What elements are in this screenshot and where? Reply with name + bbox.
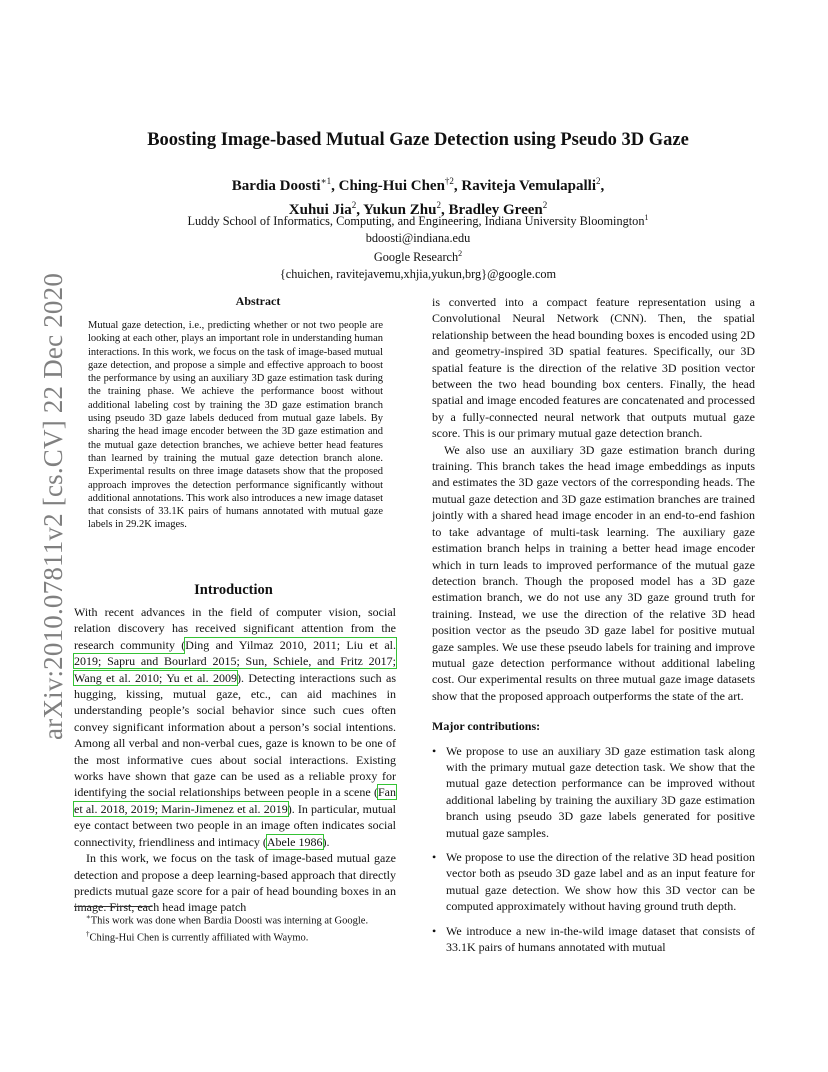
contributions-list <box>432 743 755 956</box>
paper-title: Boosting Image-based Mutual Gaze Detection using Pseudo 3D Gaze <box>147 130 689 150</box>
author-affil-mark: 2 <box>351 200 357 210</box>
affiliation-2: Google Research$^2$ <box>373 249 463 265</box>
author-affil-mark: 2 <box>436 200 441 210</box>
right-column <box>432 294 755 963</box>
list-item: • We propose to use the direction of the relative 3D head position vector both as pseudo 3D gaze label and as an input feature for mutual gaze detection. We show how this 3D vector can be computed approximately without having ground truth depth. <box>432 849 755 915</box>
author-affil-mark: †2 <box>444 176 454 186</box>
author-line-1: Bardia Doosti$^{∗1}$, Ching-Hui Chen$^{\dagger 2}$, Raviteja Vemulapalli$^2$, <box>231 176 605 194</box>
author-line-2: Xuhui Jia$^2$, Yukun Zhu$^2$, Bradley Green$^2$ <box>288 200 548 218</box>
footnotes <box>74 911 396 945</box>
author-name: Bradley Green <box>448 202 543 218</box>
abstract-heading: Abstract <box>235 294 281 308</box>
affiliations <box>60 210 776 282</box>
introduction-heading: Introduction <box>194 582 273 598</box>
citation-link[interactable]: Ding and Yilmaz 2010, 2011; Liu et al. 2019; Sapru and Bourlard 2015; Sun, Schiele, and Fritz 2017; Wang et al. 2010; Yu et al. 2009 <box>74 637 396 685</box>
arxiv-side-stamp <box>18 270 68 740</box>
right-paragraph-2: We also use an auxiliary 3D gaze estimation branch during training. This branch takes the head image embeddings as inputs and estimates the 3D gaze vectors of the corresponding heads. The mutual gaze detection and 3D gaze estimation branches are trained jointly with a shared head image encoder in an end-to-end fashion to take advantage of multi-task learning. The auxiliary gaze estimation branch helps in training a better head image encoder which in turn leads to improved performance of the mutual gaze detection branch. Though the proposed model has a 3D gaze estimation branch, we do not use any 3D gaze ground truth for training. Instead, we use the direction of the relative 3D head position vector as the pseudo 3D gaze label for positive mutual gaze samples. We use these pseudo labels for training and improve mutual gaze detection performance without additional labeling cost. Our experimental results on three mutual gaze image datasets show that the proposed approach outperforms the state of the art. <box>432 442 755 703</box>
citation-link[interactable]: Abele 1986 <box>266 834 323 849</box>
author-affil-mark: 2 <box>542 200 548 210</box>
list-item: • We introduce a new in-the-wild image dataset that consists of 33.1K pairs of humans annotated with mutual <box>432 923 755 956</box>
citation-link[interactable]: Fan et al. 2018, 2019; Marin-Jimenez et al. 2019 <box>74 785 396 816</box>
author-affil-mark: 2 <box>596 176 601 186</box>
footnote-2: †Ching-Hui Chen is currently affiliated with Waymo. <box>86 930 309 944</box>
contributions-heading: Major contributions: <box>432 719 541 734</box>
right-paragraph-1: is converted into a compact feature representation using a Convolutional Neural Network (CNN). Then, the spatial relationship between the head bounding boxes is encoded using 2D and geometry-inspired 3D spatial features. Specifically, our 3D spatial feature is the direction of the relative 3D position vector between the two head bounding box centers. Finally, the head spatial and image encoded features are concatenated and processed by a fully-connected neural network that outputs mutual gaze score. This is our primary mutual gaze detection branch. <box>432 295 755 441</box>
email-2: {chuichen, ravitejavemu,xhjia,yukun,brg}@google.com <box>279 266 557 281</box>
author-affil-mark: ∗1 <box>320 176 332 186</box>
intro-paragraph-2: In this work, we focus on the task of image-based mutual gaze detection and propose a deep learning-based approach that directly predicts mutual gaze score for a pair of head bounding boxes in an image. First, each head image patch <box>74 851 396 915</box>
arxiv-identifier[interactable]: arXiv:2010.07811v2 [cs.CV] 22 Dec 2020 <box>38 272 68 740</box>
intro-paragraph-1: With recent advances in the field of computer vision, social relation discovery has received significant attention from the research community (Ding and Yilmaz 2010, 2011; Liu et al. 2019; Sapru and Bourlard 2015; Sun, Schiele, and Fritz 2017; Wang et al. 2010; Yu et al. 2009). Detecting interactions such as hugging, kissing, mutual gaze, etc., can aid machines in understanding people’s social behavior since such cues often convey significant information about a person’s social intentions. Among all verbal and non-verbal cues, gaze is known to be one of the most informative cues about social interactions. Existing works have shown that gaze can be used as a reliable proxy for identifying the social relationships between people in a scene (Fan et al. 2018, 2019; Marin-Jimenez et al. 2019). In particular, mutual eye contact between two people in an image often indicates social connectivity, friendliness and intimacy (Abele 1986). <box>74 605 396 849</box>
affiliation-1: Luddy School of Informatics, Computing, and Engineering, Indiana University Bloomington$^1$ <box>187 213 649 229</box>
author-name: Yukun Zhu <box>363 202 437 218</box>
footnote-divider <box>74 906 152 907</box>
author-name: Xuhui Jia <box>288 202 352 218</box>
list-item: • We propose to use an auxiliary 3D gaze estimation task along with the primary mutual gaze detection task. We show that the mutual gaze detection performance can be improved without additional labeling by training the auxiliary 3D gaze estimation branch using pseudo 3D gaze labels generated for positive mutual gaze samples. <box>432 743 755 841</box>
footnote-1: ∗This work was done when Bardia Doosti was interning at Google. <box>86 913 369 927</box>
author-name: Bardia Doosti <box>231 178 321 194</box>
author-name: Ching-Hui Chen <box>338 178 445 194</box>
author-name: Raviteja Vemulapalli <box>461 178 597 194</box>
introduction-body <box>74 604 396 916</box>
email-1: bdoosti@indiana.edu <box>365 230 471 245</box>
abstract-text: Mutual gaze detection, i.e., predicting whether or not two people are looking at each other, plays an important role in understanding human interactions. In this work, we focus on the task of image-based mutual gaze detection, and propose a simple and effective approach to boost the performance by using an auxiliary 3D gaze estimation task during the training phase. We achieve the performance boost without additional labeling cost by training the 3D gaze estimation branch using pseudo 3D gaze labels deduced from mutual gaze labels. By sharing the head image encoder between the 3D gaze estimation and the mutual gaze detection branches, we achieve better head features than learned by training the mutual gaze detection branch alone. Experimental results on three image datasets show that the proposed approach improves the detection performance significantly without additional annotations. This work also introduces a new image dataset that consists of 33.1K pairs of humans annotated with mutual gaze labels in 29.2K images. <box>88 320 383 531</box>
